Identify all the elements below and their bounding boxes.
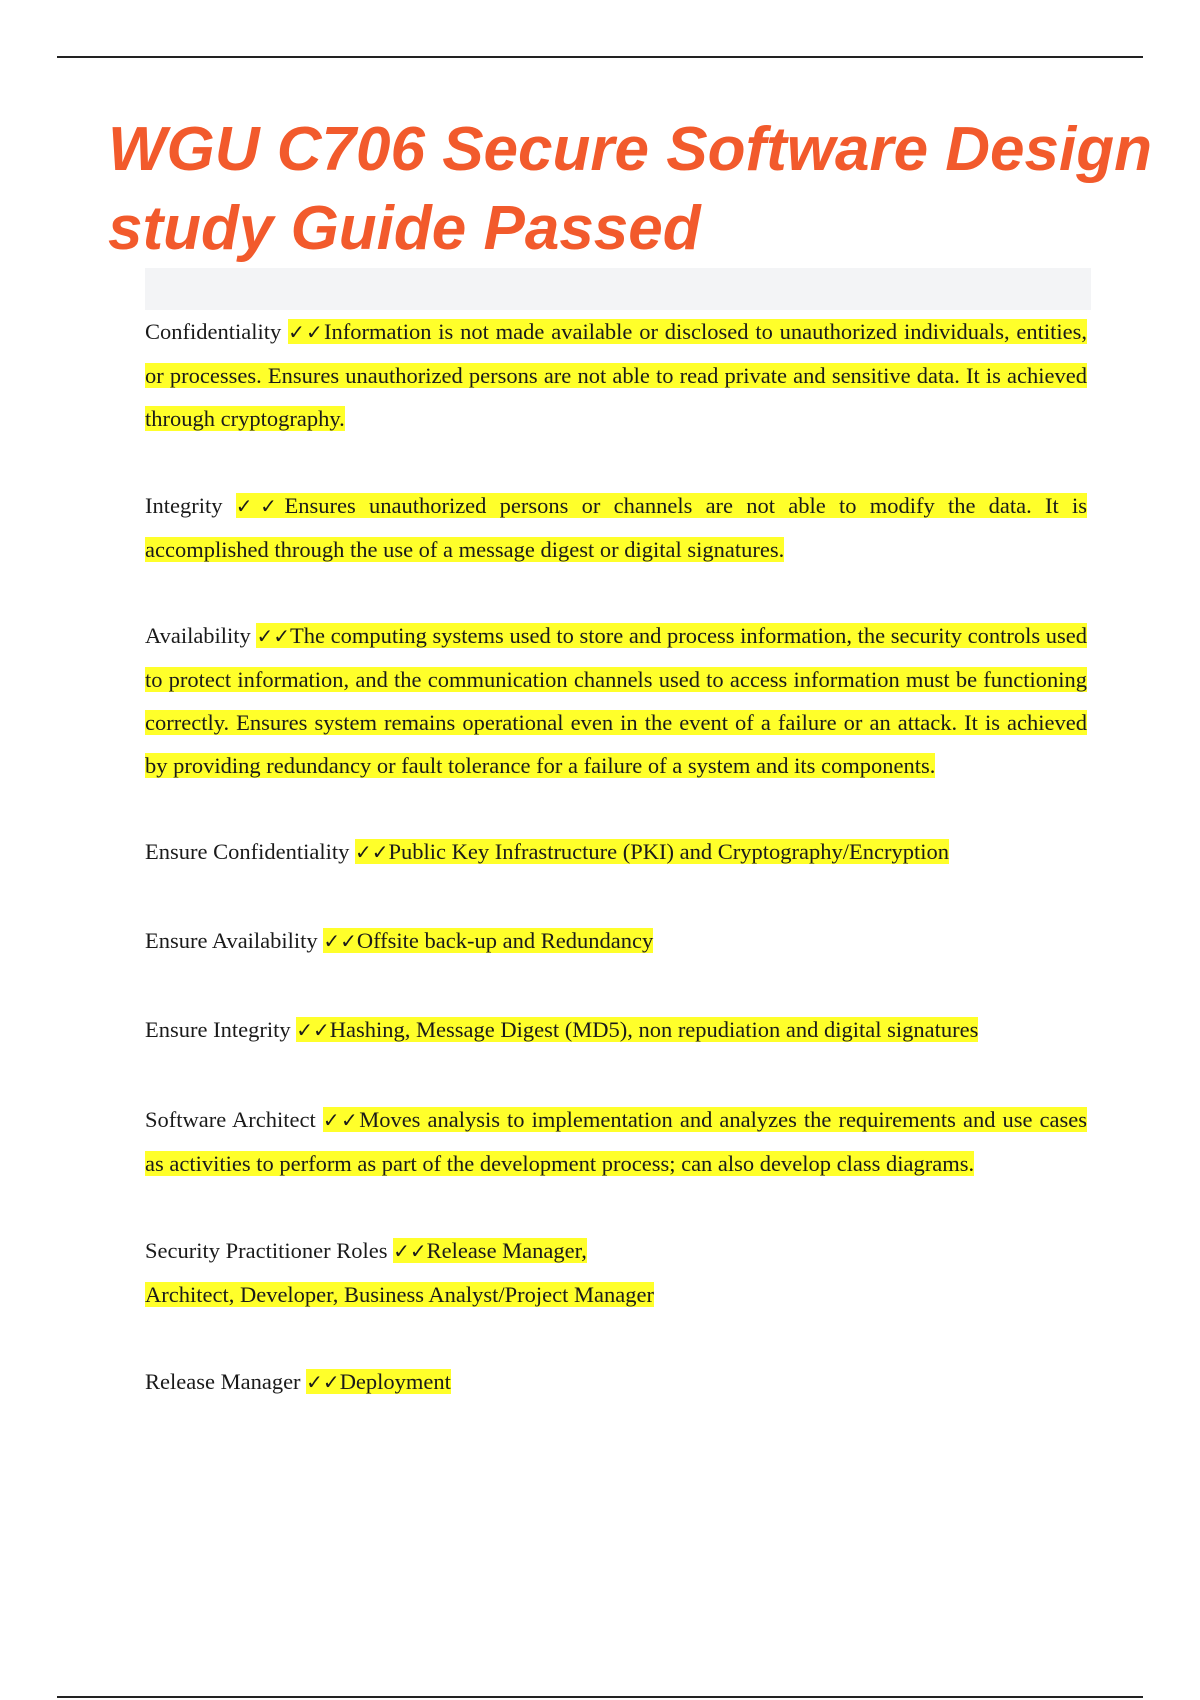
entry-answer	[145, 493, 1087, 562]
entry-answer-text: Public Key Infrastructure (PKI) and Cryptography/Encryption	[388, 839, 949, 864]
flashcard-list	[145, 310, 1087, 1404]
entry-software-architect	[145, 1098, 1087, 1185]
entry-answer-text: The computing systems used to store and process information, the security controls used to protect information, and the communication channels used to access information must be functioning correctly. Ensures system remains operational even in the event of a failure or an attack. It is achieved by providing redundancy or fault tolerance for a failure of a system and its components.	[145, 623, 1088, 778]
entry-answer	[355, 839, 949, 864]
entry-term: Confidentiality	[145, 319, 282, 344]
document-title	[108, 110, 1200, 268]
entry-answer	[306, 1369, 451, 1394]
entry-answer	[393, 1238, 587, 1263]
entry-ensure-integrity	[145, 1008, 1087, 1052]
entry-answer	[296, 1017, 978, 1042]
entry-ensure-availability	[145, 919, 1087, 963]
check-icon: ✓✓	[322, 1108, 360, 1132]
check-icon: ✓✓	[306, 1370, 340, 1394]
title-line-2: study Guide Passed	[108, 194, 701, 263]
check-icon: ✓✓	[354, 840, 389, 864]
header-band	[145, 268, 1091, 310]
check-icon: ✓✓	[235, 494, 285, 518]
bottom-rule	[57, 1696, 1143, 1698]
entry-answer	[323, 928, 653, 953]
entry-integrity	[145, 484, 1087, 571]
entry-term: Security Practitioner Roles	[145, 1238, 388, 1263]
entry-answer	[145, 319, 1087, 431]
entry-answer-continued	[145, 1282, 654, 1307]
check-icon: ✓✓	[256, 624, 291, 648]
entry-security-practitioner-roles	[145, 1229, 1087, 1316]
entry-availability	[145, 614, 1087, 787]
entry-term: Ensure Confidentiality	[145, 839, 350, 864]
entry-term: Release Manager	[145, 1369, 301, 1394]
check-icon: ✓✓	[296, 1018, 330, 1042]
title-line-1: WGU C706 Secure Software Design	[108, 115, 1152, 184]
top-rule	[57, 56, 1143, 58]
entry-term: Integrity	[145, 493, 223, 518]
entry-answer-text: Hashing, Message Digest (MD5), non repudiation and digital signatures	[329, 1017, 979, 1042]
check-icon: ✓✓	[288, 320, 324, 344]
entry-answer-text: Offsite back-up and Redundancy	[356, 928, 654, 953]
entry-answer-text: Ensures unauthorized persons or channels are not able to modify the data. It is accomplished through the use of a message digest or digital signatures.	[145, 493, 1088, 562]
entry-confidentiality	[145, 310, 1087, 440]
entry-answer-text: Information is not made available or disclosed to unauthorized individuals, entities, or processes. Ensures unauthorized persons are not able to read private and sensitive data. It is achieved through cryptography.	[145, 319, 1088, 431]
entry-answer-text-line-2: Architect, Developer, Business Analyst/Project Manager	[145, 1282, 654, 1307]
entry-answer	[145, 623, 1087, 778]
entry-answer-text: Deployment	[339, 1369, 451, 1394]
check-icon: ✓✓	[393, 1239, 427, 1263]
entry-term: Software Architect	[145, 1107, 316, 1132]
entry-term: Ensure Integrity	[145, 1017, 291, 1042]
entry-ensure-confidentiality	[145, 830, 1087, 874]
entry-answer-text: Moves analysis to implementation and analyzes the requirements and use cases as activities to perform as part of the development process; can also develop class diagrams.	[145, 1107, 1088, 1176]
entry-release-manager	[145, 1360, 1087, 1404]
entry-term: Availability	[145, 623, 251, 648]
entry-term: Ensure Availability	[145, 928, 318, 953]
check-icon: ✓✓	[323, 929, 357, 953]
entry-answer-text-line-1: Release Manager,	[426, 1238, 587, 1263]
